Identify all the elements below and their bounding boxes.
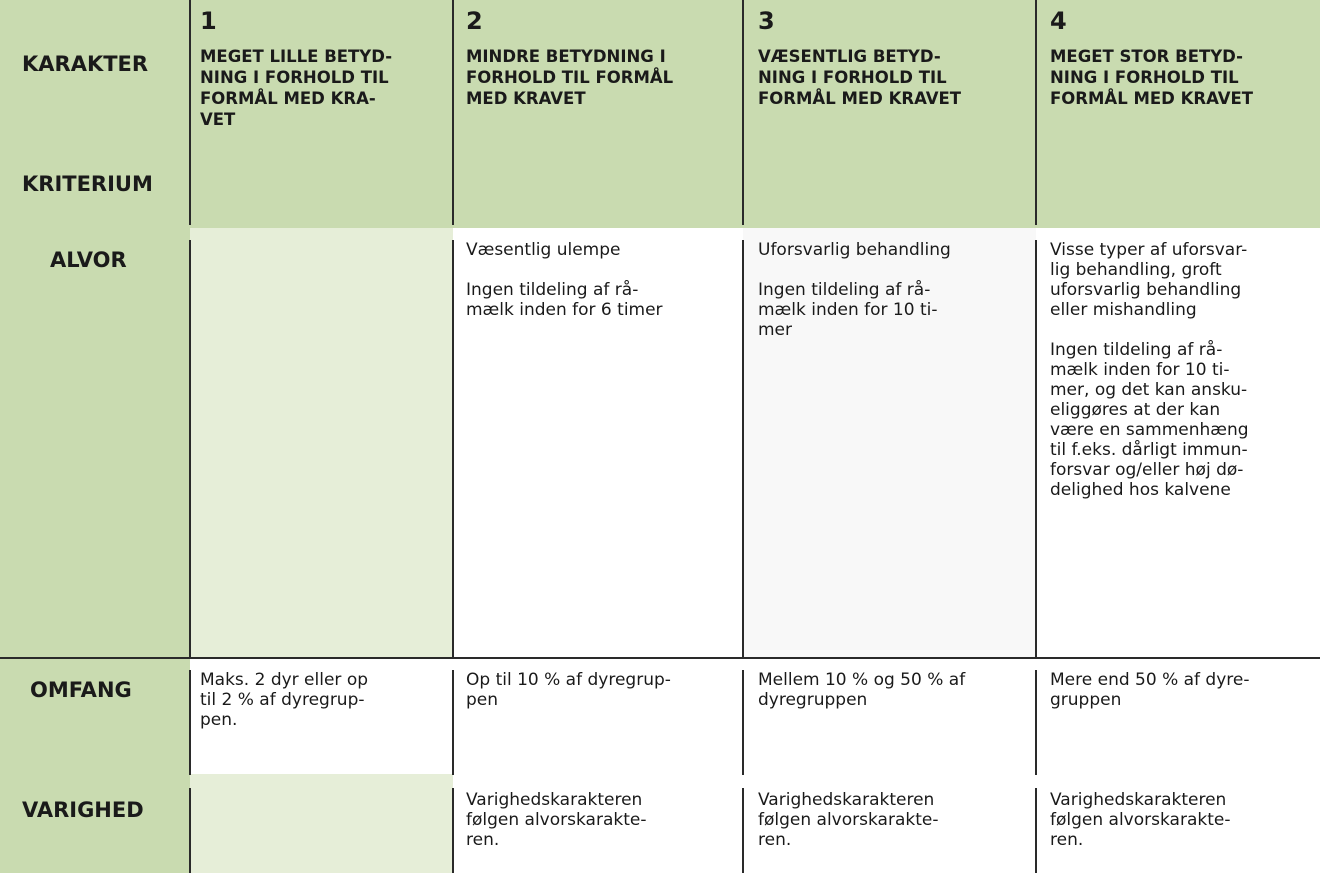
column-divider — [452, 788, 454, 873]
omfang-cell-2: Op til 10 % af dyregrup- pen — [466, 670, 671, 710]
column-3-title: VÆSENTLIG BETYD- NING I FORHOLD TIL FORMÅL MED KRAVET — [758, 47, 962, 108]
column-divider — [452, 670, 454, 775]
omfang-cell-1: Maks. 2 dyr eller op til 2 % af dyregrup- pen. — [200, 670, 369, 730]
omfang-cell-3: Mellem 10 % og 50 % af dyregruppen — [758, 670, 966, 710]
row-divider — [0, 657, 1320, 659]
column-divider — [742, 0, 744, 225]
varighed-cell-2: Varighedskarakteren følgen alvorskarakte- ren. — [466, 790, 647, 850]
column-3-number: 3 — [758, 7, 775, 35]
row-label-alvor: ALVOR — [50, 248, 127, 272]
column-divider — [452, 0, 454, 225]
karakter-label: KARAKTER — [22, 52, 149, 76]
column-divider — [452, 240, 454, 658]
column-divider — [742, 670, 744, 775]
omfang-cell-4: Mere end 50 % af dyre- gruppen — [1050, 670, 1250, 710]
row-label-varighed: VARIGHED — [22, 798, 144, 822]
column-divider — [189, 670, 191, 775]
kriterium-label: KRITERIUM — [22, 172, 153, 196]
varighed-cell-3: Varighedskarakteren følgen alvorskarakte- ren. — [758, 790, 939, 850]
label-column-bg — [0, 0, 190, 873]
alvor-cell-3: Uforsvarlig behandling Ingen tildeling af rå- mælk inden for 10 ti- mer — [758, 240, 951, 340]
column-divider — [189, 240, 191, 658]
column-divider — [1035, 0, 1037, 225]
column-divider — [189, 0, 191, 225]
column-divider — [1035, 240, 1037, 658]
column-2-number: 2 — [466, 7, 483, 35]
varighed-cell-1-bg — [190, 774, 453, 873]
alvor-cell-1-bg — [190, 228, 453, 658]
column-divider — [1035, 788, 1037, 873]
column-divider — [742, 788, 744, 873]
alvor-cell-2: Væsentlig ulempe Ingen tildeling af rå- mælk inden for 6 timer — [466, 240, 663, 320]
column-1-number: 1 — [200, 7, 217, 35]
column-1-title: MEGET LILLE BETYD- NING I FORHOLD TIL FORMÅL MED KRA- VET — [200, 47, 393, 129]
column-divider — [189, 788, 191, 873]
column-4-title: MEGET STOR BETYD- NING I FORHOLD TIL FORMÅL MED KRAVET — [1050, 47, 1254, 108]
alvor-cell-4: Visse typer af uforsvar- lig behandling, groft uforsvarlig behandling eller mishandling Ingen tildeling af rå- mælk inden for 10 ti- mer, og det kan ansku- eliggøres at der kan være en sammenhæng til f.eks. dårligt immun- forsvar og/eller høj dø- delighed hos kalvene — [1050, 240, 1249, 500]
column-divider — [742, 240, 744, 658]
column-divider — [1035, 670, 1037, 775]
column-2-title: MINDRE BETYDNING I FORHOLD TIL FORMÅL MED KRAVET — [466, 47, 674, 108]
row-label-omfang: OMFANG — [30, 678, 132, 702]
column-4-number: 4 — [1050, 7, 1067, 35]
varighed-cell-4: Varighedskarakteren følgen alvorskarakte- ren. — [1050, 790, 1231, 850]
